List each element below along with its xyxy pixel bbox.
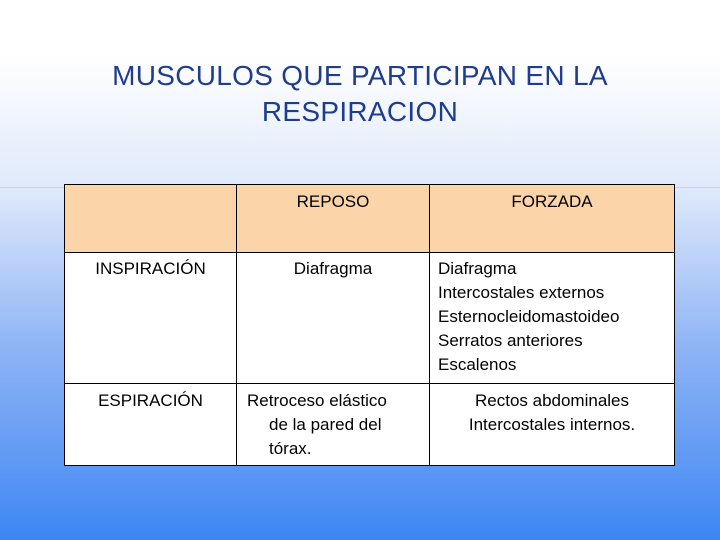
inspiracion-forzada-item: Diafragma bbox=[438, 259, 517, 278]
inspiracion-forzada-cell bbox=[430, 253, 675, 384]
espiracion-forzada-item: Intercostales internos. bbox=[468, 415, 636, 434]
header-cell-reposo: REPOSO bbox=[237, 185, 430, 253]
slide-title bbox=[40, 58, 680, 130]
row-label-espiracion: ESPIRACIÓN bbox=[65, 384, 237, 466]
espiracion-forzada-item: Rectos abdominales bbox=[474, 391, 630, 410]
espiracion-reposo-item: Retroceso elástico bbox=[247, 391, 387, 410]
table-header-row bbox=[65, 185, 675, 253]
slide-title-line-2: RESPIRACION bbox=[261, 96, 459, 127]
row-label-inspiracion: INSPIRACIÓN bbox=[65, 253, 237, 384]
table-row-inspiracion bbox=[65, 253, 675, 384]
espiracion-forzada-cell bbox=[430, 384, 675, 466]
inspiracion-forzada-item: Serratos anteriores bbox=[438, 331, 583, 350]
table-row-espiracion bbox=[65, 384, 675, 466]
inspiracion-reposo-cell bbox=[237, 253, 430, 384]
slide-title-line-1: MUSCULOS QUE PARTICIPAN EN LA bbox=[112, 60, 608, 91]
inspiracion-forzada-item: Escalenos bbox=[438, 355, 517, 374]
inspiracion-forzada-item: Intercostales externos bbox=[438, 283, 605, 302]
espiracion-reposo-item: tórax. bbox=[269, 439, 312, 458]
inspiracion-forzada-item: Esternocleidomastoideo bbox=[438, 307, 620, 326]
header-cell-empty bbox=[65, 185, 237, 253]
header-cell-forzada: FORZADA bbox=[430, 185, 675, 253]
espiracion-reposo-cell bbox=[237, 384, 430, 466]
muscles-table bbox=[64, 184, 675, 466]
inspiracion-reposo-item: Diafragma bbox=[293, 259, 373, 278]
espiracion-reposo-item: de la pared del bbox=[269, 415, 382, 434]
